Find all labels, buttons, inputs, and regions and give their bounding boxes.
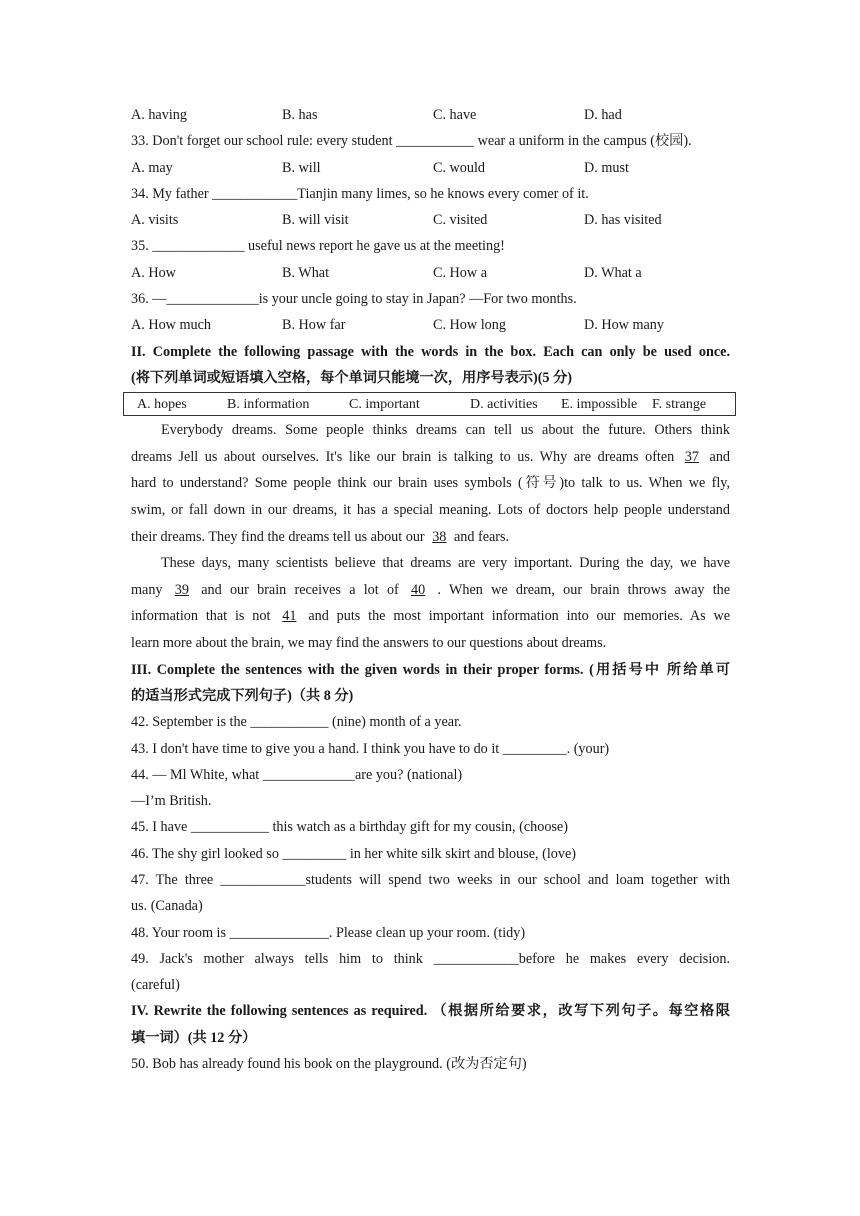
- blank-38: 38: [432, 528, 447, 545]
- blank-40: 40: [411, 581, 426, 598]
- option-c: C. have: [433, 107, 477, 123]
- blank-41: 41: [282, 608, 297, 625]
- section4-title-line1: IV. Rewrite the following sentences as required. （根据所给要求，改写下列句子。每空格限: [131, 1003, 730, 1020]
- option-d: D. What a: [584, 264, 642, 281]
- passage-paragraph-1: [131, 417, 730, 550]
- option-c: C. How long: [433, 317, 506, 334]
- q48: 48. Your room is ______________. Please clean up your room. (tidy): [131, 924, 526, 941]
- option-a: A. may: [131, 159, 173, 176]
- option-d: D. How many: [584, 317, 664, 334]
- q49-line2: (careful): [131, 977, 180, 994]
- q49-line1: 49. Jack's mother always tells him to think ____________before he makes every decision.: [131, 950, 730, 967]
- option-b: B. What: [282, 264, 330, 281]
- passage-line: information that is not 41 and puts the most important information into our memories. As we: [131, 603, 730, 630]
- option-c: C. visited: [433, 212, 488, 229]
- option-d: D. has visited: [584, 212, 662, 229]
- option-a: A. How: [131, 264, 176, 281]
- section2-title-line1: II. Complete the following passage with the words in the box. Each can only be used once.: [131, 343, 730, 360]
- word-box-item: F. strange: [652, 397, 707, 413]
- section3-title-line1: III. Complete the sentences with the given words in their proper forms. (用括号中 所给单可: [131, 661, 730, 678]
- passage-line: their dreams. They find the dreams tell us about our 38 and fears.: [131, 524, 730, 551]
- q35-options: [131, 260, 730, 286]
- blank-37: 37: [684, 448, 699, 465]
- option-a: A. having: [131, 107, 187, 123]
- word-box-item: C. important: [349, 397, 420, 413]
- option-b: B. will: [282, 159, 321, 176]
- word-box-item: D. activities: [470, 397, 538, 413]
- passage-line: Everybody dreams. Some people thinks dreams can tell us about the future. Others think: [161, 422, 730, 439]
- q50: 50. Bob has already found his book on the playground. (改为否定句): [131, 1056, 527, 1073]
- q47-line2: us. (Canada): [131, 898, 203, 915]
- option-b: B. has: [282, 107, 318, 123]
- q43: 43. I don't have time to give you a hand. I think you have to do it _________. (your): [131, 740, 610, 757]
- passage-line: many 39 and our brain receives a lot of 40 . When we dream, our brain throws away the: [131, 577, 730, 604]
- q44-answer: —I’m British.: [131, 793, 212, 810]
- passage-line: These days, many scientists believe that dreams are very important. During the day, we have: [161, 555, 730, 572]
- passage-line: learn more about the brain, we may find the answers to our questions about dreams.: [131, 635, 607, 652]
- option-c: C. would: [433, 159, 486, 176]
- word-box-item: A. hopes: [137, 397, 187, 413]
- word-box-item: E. impossible: [561, 397, 638, 413]
- section4-title-line2: 填一词）(共 12 分）: [131, 1029, 257, 1046]
- q36-stem: 36. —_____________is your uncle going to stay in Japan? —For two months.: [131, 291, 577, 308]
- option-b: B. will visit: [282, 212, 349, 229]
- q46: 46. The shy girl looked so _________ in her white silk skirt and blouse, (love): [131, 845, 577, 862]
- q32-options: [131, 102, 730, 128]
- q36-options: [131, 312, 730, 338]
- q34-options: [131, 207, 730, 233]
- option-c: C. How a: [433, 264, 487, 281]
- section3-title-line2: 的适当形式完成下列句子)（共 8 分): [131, 687, 354, 704]
- q45: 45. I have ___________ this watch as a birthday gift for my cousin, (choose): [131, 819, 568, 836]
- passage-line: swim, or fall down in our dreams, it has a special meaning. Lots of doctors help people understand: [131, 502, 730, 519]
- passage-paragraph-2: [131, 550, 730, 656]
- exam-page: [131, 102, 730, 1077]
- q34-stem: 34. My father ____________Tianjin many limes, so he knows every comer of it.: [131, 185, 589, 202]
- passage-line: dreams Jell us about ourselves. It's like our brain is talking to us. Why are dreams often 37 and: [131, 444, 730, 471]
- option-d: D. had: [584, 107, 622, 123]
- option-a: A. visits: [131, 212, 179, 229]
- word-box: [123, 392, 736, 416]
- word-box-item: B. information: [227, 397, 310, 413]
- section2-title-line2: (将下列单词或短语填入空格，每个单词只能境一次，用序号表示)(5 分): [131, 369, 572, 386]
- option-a: A. How much: [131, 317, 211, 334]
- q42: 42. September is the ___________ (nine) month of a year.: [131, 714, 462, 731]
- blank-39: 39: [174, 581, 189, 598]
- q47-line1: 47. The three ____________students will spend two weeks in our school and loam together with: [131, 871, 730, 888]
- q33-stem: 33. Don't forget our school rule: every student ___________ wear a uniform in the campus (校园).: [131, 133, 692, 150]
- q35-stem: 35. _____________ useful news report he gave us at the meeting!: [131, 238, 505, 255]
- q44-question: 44. — Ml White, what _____________are you? (national): [131, 766, 463, 783]
- option-d: D. must: [584, 159, 629, 176]
- q33-options: [131, 155, 730, 181]
- option-b: B. How far: [282, 317, 346, 334]
- passage-line: hard to understand? Some people think our brain uses symbols (符号)to talk to us. When we fly,: [131, 475, 730, 492]
